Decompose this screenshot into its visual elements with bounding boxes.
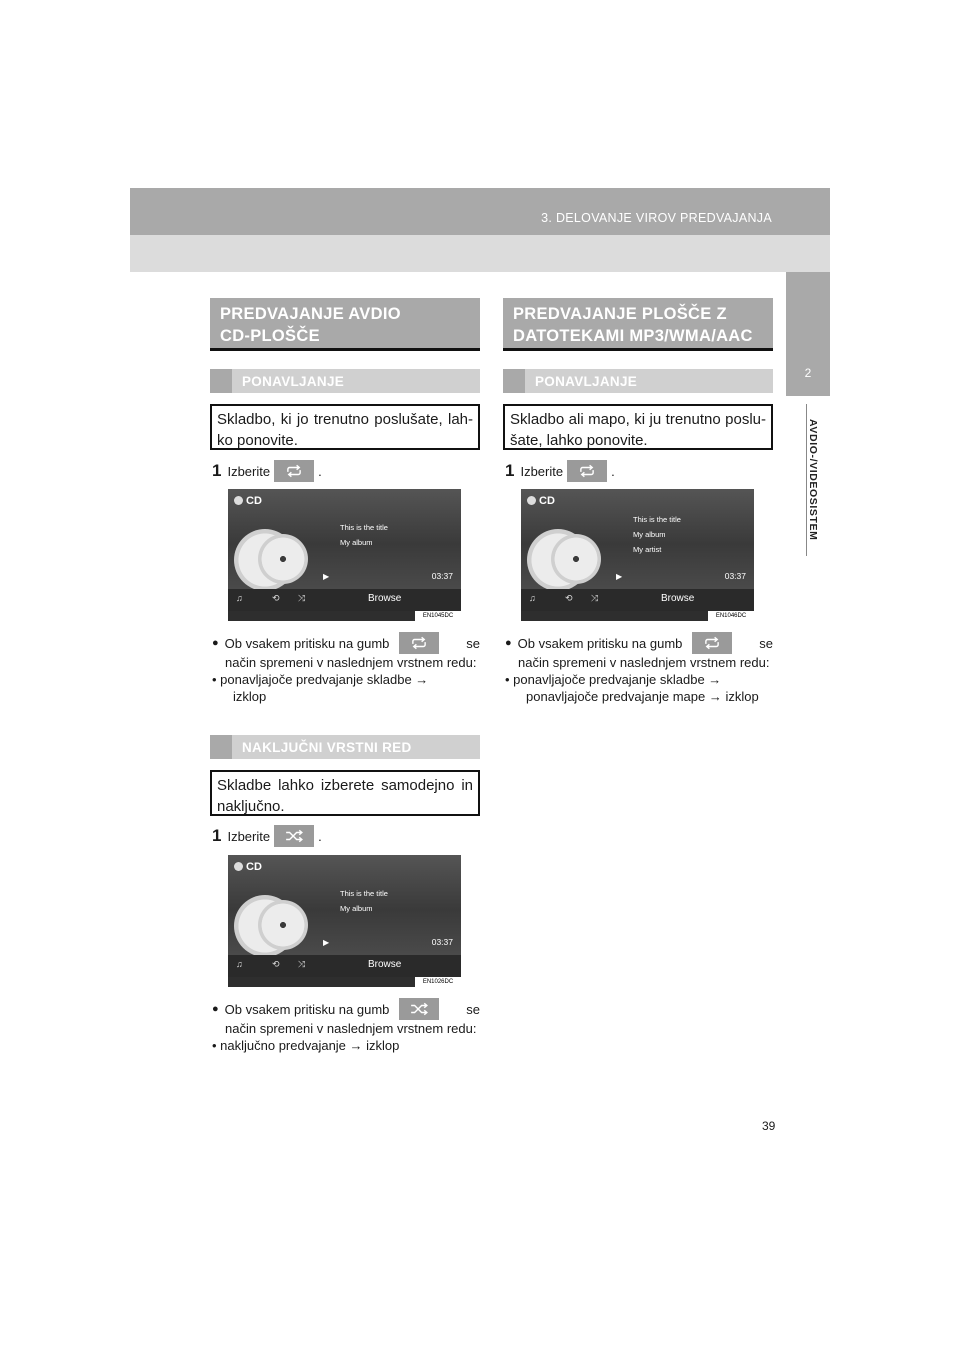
repeat-icon bbox=[567, 460, 607, 482]
header-band bbox=[130, 235, 830, 272]
screen-track: This is the title bbox=[633, 515, 681, 524]
sequence-line-1: • ponavljajoče predvajanje skladbe → bbox=[505, 672, 722, 687]
screen-source: CD bbox=[246, 495, 262, 507]
repeat-icon bbox=[399, 632, 439, 654]
right-repeat-screen bbox=[521, 489, 754, 621]
repeat-icon: ⟲ bbox=[272, 593, 280, 603]
repeat-icon bbox=[274, 460, 314, 482]
sequence-line-2: ponavljajoče predvajanje mape → izklop bbox=[526, 689, 759, 704]
playlist-icon: ♫ bbox=[236, 593, 243, 603]
play-icon: ▶ bbox=[323, 938, 330, 947]
screen-browse: Browse bbox=[661, 593, 695, 604]
step-end: . bbox=[318, 463, 322, 479]
step-text: Izberite bbox=[520, 463, 564, 479]
screen-time: 03:37 bbox=[431, 937, 453, 947]
figure-code: EN1045DC bbox=[415, 611, 461, 621]
screen-controls bbox=[521, 589, 754, 611]
right-repeat-intro: Skladbo ali mapo, ki ju trenutno poslu-šate, lahko ponovite. bbox=[503, 404, 773, 450]
play-icon: ▶ bbox=[616, 572, 623, 581]
right-repeat-heading-text: PONAVLJANJE bbox=[535, 374, 638, 389]
left-section-title bbox=[210, 298, 480, 351]
bullet-continuation: način spremeni v naslednjem vrstnem redu: bbox=[225, 1021, 477, 1036]
figure-code: EN1046DC bbox=[708, 611, 754, 621]
left-repeat-bullet bbox=[212, 632, 480, 705]
screen-time: 03:37 bbox=[724, 571, 746, 581]
right-repeat-step bbox=[505, 460, 615, 482]
sequence-line-1: • ponavljajoče predvajanje skladbe → bbox=[212, 672, 429, 687]
screen-album: My album bbox=[340, 538, 373, 547]
section-label: AVDIO-/VIDEOSISTEM bbox=[807, 419, 819, 541]
left-random-heading-text: NAKLJUČNI VRSTNI RED bbox=[242, 740, 412, 755]
right-section-title bbox=[503, 298, 773, 351]
playlist-icon: ♫ bbox=[236, 959, 243, 969]
page-number: 39 bbox=[762, 1119, 776, 1133]
right-title-line2: DATOTEKAMI MP3/WMA/AAC bbox=[513, 327, 753, 345]
play-icon: ▶ bbox=[323, 572, 330, 581]
right-repeat-heading bbox=[503, 369, 773, 393]
repeat-icon: ⟲ bbox=[272, 959, 280, 969]
bullet-start: Ob vsakem pritisku na gumb bbox=[224, 635, 390, 651]
step-text: Izberite bbox=[227, 463, 271, 479]
screen-browse: Browse bbox=[368, 959, 402, 970]
left-random-bullet bbox=[212, 998, 480, 1054]
bullet-icon: ● bbox=[212, 1002, 219, 1015]
bullet-end: se bbox=[759, 635, 773, 651]
shuffle-icon bbox=[399, 998, 439, 1020]
chapter-number: 2 bbox=[804, 366, 812, 380]
left-title-line1: PREDVAJANJE AVDIO bbox=[220, 305, 401, 323]
left-repeat-intro: Skladbo, ki jo trenutno poslušate, lah-ko ponovite. bbox=[210, 404, 480, 450]
right-title-line1: PREDVAJANJE PLOŠČE Z bbox=[513, 305, 727, 323]
screen-source: CD bbox=[246, 861, 262, 873]
screen-controls bbox=[228, 955, 461, 977]
chapter-title: 3. DELOVANJE VIROV PREDVAJANJA bbox=[541, 211, 772, 225]
right-repeat-bullet bbox=[505, 632, 773, 705]
repeat-icon bbox=[692, 632, 732, 654]
bullet-continuation: način spremeni v naslednjem vrstnem redu: bbox=[518, 655, 770, 670]
step-number: 1 bbox=[212, 826, 222, 845]
sequence-line-2: izklop bbox=[233, 689, 267, 704]
shuffle-icon: ⤨ bbox=[298, 959, 306, 969]
chapter-header bbox=[130, 188, 830, 235]
step-number: 1 bbox=[505, 461, 515, 480]
playlist-icon: ♫ bbox=[529, 593, 536, 603]
left-repeat-heading bbox=[210, 369, 480, 393]
bullet-continuation: način spremeni v naslednjem vrstnem redu: bbox=[225, 655, 477, 670]
sequence-line-1: • naključno predvajanje → izklop bbox=[212, 1038, 400, 1053]
screen-source: CD bbox=[539, 495, 555, 507]
step-number: 1 bbox=[212, 461, 222, 480]
screen-album: My album bbox=[633, 530, 666, 539]
screen-track: This is the title bbox=[340, 523, 388, 532]
screen-track: This is the title bbox=[340, 889, 388, 898]
bullet-icon: ● bbox=[212, 636, 219, 649]
screen-artist: My artist bbox=[633, 545, 662, 554]
bullet-end: se bbox=[466, 1001, 480, 1017]
left-repeat-heading-text: PONAVLJANJE bbox=[242, 374, 345, 389]
bullet-start: Ob vsakem pritisku na gumb bbox=[517, 635, 683, 651]
bullet-icon: ● bbox=[505, 636, 512, 649]
screen-time: 03:37 bbox=[431, 571, 453, 581]
shuffle-icon bbox=[274, 825, 314, 847]
bullet-start: Ob vsakem pritisku na gumb bbox=[224, 1001, 390, 1017]
left-repeat-screen bbox=[228, 489, 461, 621]
shuffle-icon: ⤨ bbox=[591, 593, 599, 603]
screen-browse: Browse bbox=[368, 593, 402, 604]
figure-code: EN1026DC bbox=[415, 977, 461, 987]
shuffle-icon: ⤨ bbox=[298, 593, 306, 603]
step-text: Izberite bbox=[227, 828, 271, 844]
left-random-heading bbox=[210, 735, 480, 759]
step-end: . bbox=[611, 463, 615, 479]
chapter-tab bbox=[786, 272, 830, 396]
screen-album: My album bbox=[340, 904, 373, 913]
left-random-step bbox=[212, 825, 322, 847]
section-side-label bbox=[786, 404, 830, 556]
bullet-end: se bbox=[466, 635, 480, 651]
left-repeat-step bbox=[212, 460, 322, 482]
left-title-line2: CD-PLOŠČE bbox=[220, 327, 320, 345]
repeat-icon: ⟲ bbox=[565, 593, 573, 603]
screen-controls bbox=[228, 589, 461, 611]
step-end: . bbox=[318, 828, 322, 844]
left-random-screen bbox=[228, 855, 461, 987]
left-random-intro: Skladbe lahko izberete samodejno in naključno. bbox=[210, 770, 480, 816]
